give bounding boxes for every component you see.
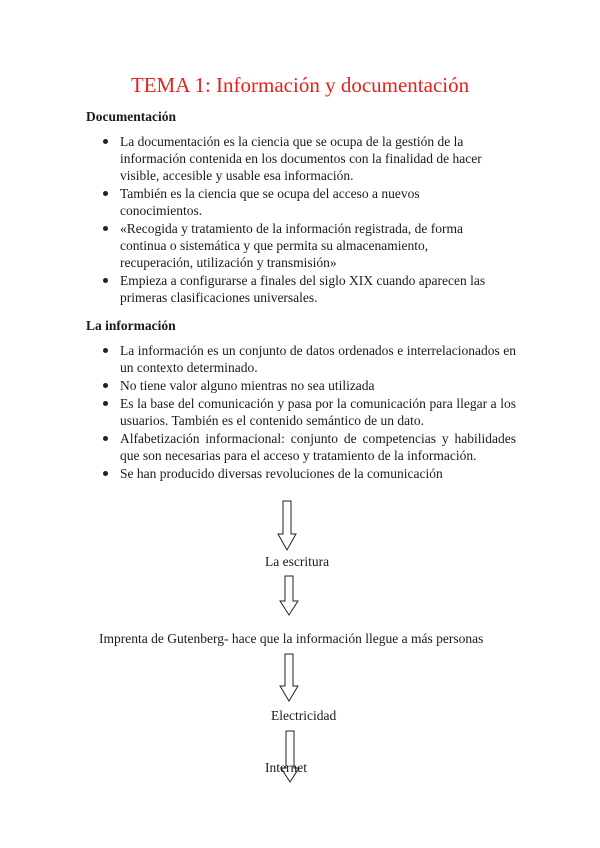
flow-step-escritura: La escritura (265, 554, 330, 569)
document-title: TEMA 1: Información y documentación (130, 73, 470, 97)
list-item: Es la base del comunicación y pasa por la comunicación para llegar a los usuarios. También es el contenido semántico de un dato. (86, 395, 516, 429)
bullet-icon (103, 191, 108, 196)
list-item: «Recogida y tratamiento de la información registrada, de forma continua o sistemática y que permita su almacenamiento, recuperación, utilización y transmisión» (86, 220, 496, 271)
bullet-icon (103, 401, 108, 406)
list-item: También es la ciencia que se ocupa del acceso a nuevos conocimientos. (86, 185, 496, 219)
section-heading-documentacion: Documentación (86, 109, 176, 124)
bullet-icon (103, 348, 108, 353)
list-item: No tiene valor alguno mientras no sea utilizada (86, 377, 516, 394)
bullet-icon (103, 471, 108, 476)
section-heading-la-informacion: La información (86, 318, 176, 333)
bullet-icon (103, 278, 108, 283)
documentacion-bullet-list (86, 133, 496, 307)
list-item: La información es un conjunto de datos ordenados e interrelacionados en un contexto determinado. (86, 342, 516, 376)
flow-step-imprenta: Imprenta de Gutenberg- hace que la información llegue a más personas (99, 631, 484, 646)
list-item: Se han producido diversas revoluciones de la comunicación (86, 465, 516, 482)
down-arrow-icon (279, 653, 299, 703)
bullet-icon (103, 436, 108, 441)
flow-step-electricidad: Electricidad (271, 708, 337, 723)
flow-step-internet: Internet (265, 760, 307, 775)
informacion-bullet-list (86, 342, 516, 483)
list-item: La documentación es la ciencia que se ocupa de la gestión de la información contenida en los documentos con la finalidad de hacer visible, accesible y usable esa información. (86, 133, 496, 184)
down-arrow-icon (277, 500, 297, 552)
bullet-icon (103, 139, 108, 144)
list-item: Alfabetización informacional: conjunto de competencias y habilidades que son necesarias para el acceso y tratamiento de la información. (86, 430, 516, 464)
down-arrow-icon (279, 575, 299, 617)
bullet-icon (103, 226, 108, 231)
list-item: Empieza a configurarse a finales del siglo XIX cuando aparecen las primeras clasificaciones universales. (86, 272, 496, 306)
bullet-icon (103, 383, 108, 388)
